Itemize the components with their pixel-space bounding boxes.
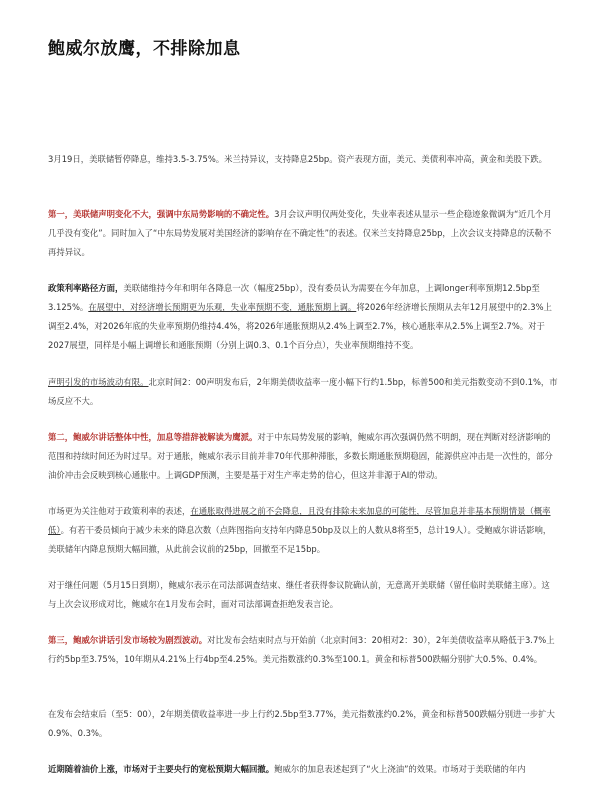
point-three-heading: 第三，鲍威尔讲话引发市场较为剧烈波动。 — [48, 635, 208, 645]
policy-rate-text: 市场更为关注他对于政策利率的表述， — [48, 506, 191, 516]
after-conference-text: 在发布会结束后（至5：00），2年期美债收益率进一步上行约2.5bp至3.77%，美元指数涨约0.2%，黄金和标普500跌幅分别进一步扩大0.9%、0.3%。 — [48, 709, 555, 738]
rate-path-text: 美联储维持今年和明年各降息一次（幅度25bp），没有委员认为需要在今年加息，上调longer利率预期12.5bp至3.125%。 — [48, 283, 540, 312]
paragraph-point-three — [48, 631, 558, 669]
paragraph-rate-path — [48, 279, 558, 355]
point-two-heading: 第二，鲍威尔讲话整体中性，加息等措辞被解读为鹰派。 — [48, 432, 258, 442]
paragraph-oil-price — [48, 760, 558, 779]
point-three-body: 对比发布会结束时点与开始前（北京时间3：20相对2：30），2年美债收益率从略低于3.7%上行约5bp至3.75%，10年期从4.21%上行4bp至4.25%。美元指数涨约0.3%至100.1。黄金和标普500跌幅分别扩大0.5%、0.4%。 — [48, 635, 555, 664]
succession-text: 对于继任问题（5月15日到期），鲍威尔表示在司法部调查结束、继任者获得参议院确认前，无意离开美联储（留任临时美联储主席）。这与上次会议形成对比，鲍威尔在1月发布会时，面对司法部调查拒绝发表言论。 — [48, 580, 550, 609]
rate-path-underline: 在展望中，对经济增长预期更为乐观，失业率预期不变，通胀预期上调。 — [88, 302, 357, 312]
market-reaction-underline: 声明引发的市场波动有限。 — [48, 377, 149, 387]
paragraph-summary — [48, 150, 558, 169]
paragraph-policy-rate — [48, 502, 558, 559]
oil-price-heading: 近期随着油价上涨，市场对于主要央行的宽松预期大幅回撤。 — [48, 764, 275, 774]
policy-rate-underline: 在通胀取得进展之前不会降息，且没有排除未来加息的可能性，尽管加息并非基本预期情景（概率低） — [48, 506, 551, 535]
paragraph-point-one — [48, 205, 558, 262]
paragraph-after-conference — [48, 705, 558, 743]
rate-path-heading: 政策利率路径方面， — [48, 283, 124, 293]
summary-text: 3月19日，美联储暂停降息，维持3.5-3.75%。米兰持异议，支持降息25bp。资产表现方面，美元、美债利率冲高，黄金和美股下跌。 — [48, 154, 547, 164]
paragraph-succession — [48, 576, 558, 614]
paragraph-market-reaction — [48, 373, 558, 411]
article-title: 鲍威尔放鹰，不排除加息 — [48, 39, 241, 59]
point-two-body: 对于中东局势发展的影响，鲍威尔再次强调仍然不明朗，现在判断对经济影响的范围和持续时间还为时过早。对于通胀，鲍威尔表示目前并非70年代那种滞胀，多数长期通胀预期稳固，能源供应冲击是一次性的，部分油价冲击会反映到核心通胀中。上调GDP预测，主要是基于对生产率走势的信心，但这并非源于AI的带动。 — [48, 432, 553, 480]
point-one-heading: 第一，美联储声明变化不大，强调中东局势影响的不确定性。 — [48, 209, 275, 219]
policy-rate-detail: 。有若干委员倾向于减少未来的降息次数（点阵图指向支持年内降息50bp及以上的人数从8将至5，总计19人）。受鲍威尔讲话影响，美联储年内降息预期大幅回撤，从此前会议前的25bp，回撤至不足15bp。 — [48, 525, 552, 554]
market-reaction-body: 北京时间2：00声明发布后，2年期美债收益率一度小幅下行约1.5bp，标普500和美元指数变动不到0.1%，市场反应不大。 — [48, 377, 558, 406]
oil-price-body: 鲍威尔的加息表述起到了“火上浇油”的效果。市场对于美联储的年内 — [274, 764, 526, 774]
point-one-body: 3月会议声明仅两处变化，失业率表述从显示一些企稳迹象微调为“近几个月几乎没有变化”。同时加入了“中东局势发展对美国经济的影响存在不确定性”的表述。仅米兰支持降息25bp，上次会议支持降息的沃勒不再持异议。 — [48, 209, 552, 257]
paragraph-point-two — [48, 428, 558, 485]
rate-path-detail: 将2026年经济增长预期从去年12月展望中的2.3%上调至2.4%，对2026年底的失业率预期仍维持4.4%，将2026年通胀预期从2.4%上调至2.7%，核心通胀率从2.5%上调至2.7%。对于2027展望，同样是小幅上调增长和通胀预期（分别上调0.3、0.1个百分点），失业率预期维持不变。 — [48, 302, 552, 350]
